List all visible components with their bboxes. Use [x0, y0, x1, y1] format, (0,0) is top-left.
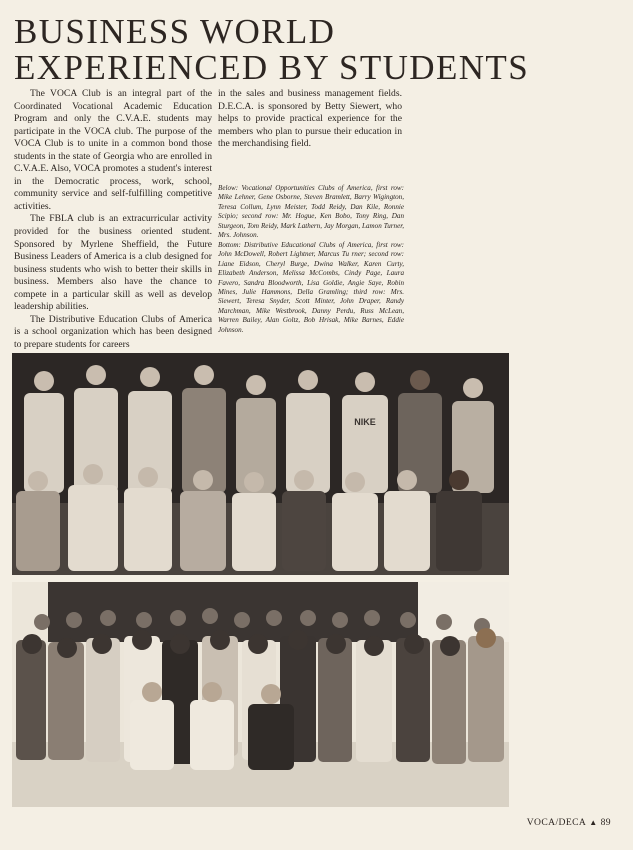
paragraph-voca: The VOCA Club is an integral part of the Coordinated Vocational Academic Education Program and only the C.V.A.E. students may participate in the VOCA club. The purpose of the VOCA Club is to unite in a common bond those students in the state of Georgia who are enrolled in C.V.A.E. Also, VOCA promotes a student's interest in the Democratic process, work, school, community service and self-fulfilling competitive activities. — [14, 88, 212, 212]
page-footer — [527, 817, 611, 828]
nike-shirt-text: NIKE — [354, 417, 376, 427]
deca-photo-art — [12, 582, 509, 807]
paragraph-deca: The Distributive Education Clubs of America is a school organization which has been designed to prepare students for careers — [14, 313, 212, 350]
caption-voca: Below: Vocational Opportunities Clubs of America, first row: Mike Lehner, Gene Osborne, Steven Bramlett, Barry Wigington, Teresa Collum, Lynn Meister, Todd Reidy, Dan Kile, Ronnie Scipio; second row: Mr. Hogue, Ken Bobo, Tony Ring, Dan Sturgeon, Tom Reidy, Mark Lathern, Jay Morgan, Lamon Turner, Mrs. Johnson. — [218, 184, 404, 240]
headline-line-1: BUSINESS WORLD — [14, 12, 336, 51]
voca-photo-art — [12, 353, 509, 575]
headline — [14, 14, 619, 86]
photo-caption — [218, 184, 404, 335]
deca-group-photo — [12, 582, 509, 807]
body-column-left — [14, 88, 212, 351]
body-column-right — [218, 88, 402, 151]
footer-section-label: VOCA/DECA — [526, 817, 587, 828]
paragraph-deca-continued: in the sales and business management fields. D.E.C.A. is sponsored by Betty Siewert, who helps to provide practical experience for the members who plan to pursue their education in the merchandising field. — [218, 88, 402, 150]
voca-group-photo — [12, 353, 509, 575]
paragraph-fbla: The FBLA club is an extracurricular activity provided for the business oriented student. Sponsored by Myrlene Sheffield, the Future Business Leaders of America is a club designed for business students who wish to better their skills in business. Members also have the chance to compete in a particular skill as well as develop leadership abilities. — [14, 213, 212, 313]
headline-line-2: EXPERIENCED BY STUDENTS — [14, 48, 530, 87]
caption-deca: Bottom: Distributive Educational Clubs of America, first row: John McDowell, Robert Lightner, Marcus Tu rner; second row: Liane Eidson, Cheryl Burge, Dwina Walker, Karen Curty, Elizabeth Anderson, Melissa McCombs, Cindy Page, Laura Favero, Sandra Bloodworth, Lisa Goldie, Angie Saye, Robin Mines, Julie Hammons, Della Gramling; third row: Mrs. Siewert, Teresa Snyder, Scott Minter, John Draper, Randy Marchman, Mike Westbrook, Danny Perdu, Russ McLean, Warren Bailey, Alan Goltz, Bob Hrisak, Mike Barnes, Eddie Johnson. — [218, 240, 404, 334]
triangle-icon: ▲ — [589, 818, 598, 827]
page-number: 89 — [600, 817, 611, 828]
